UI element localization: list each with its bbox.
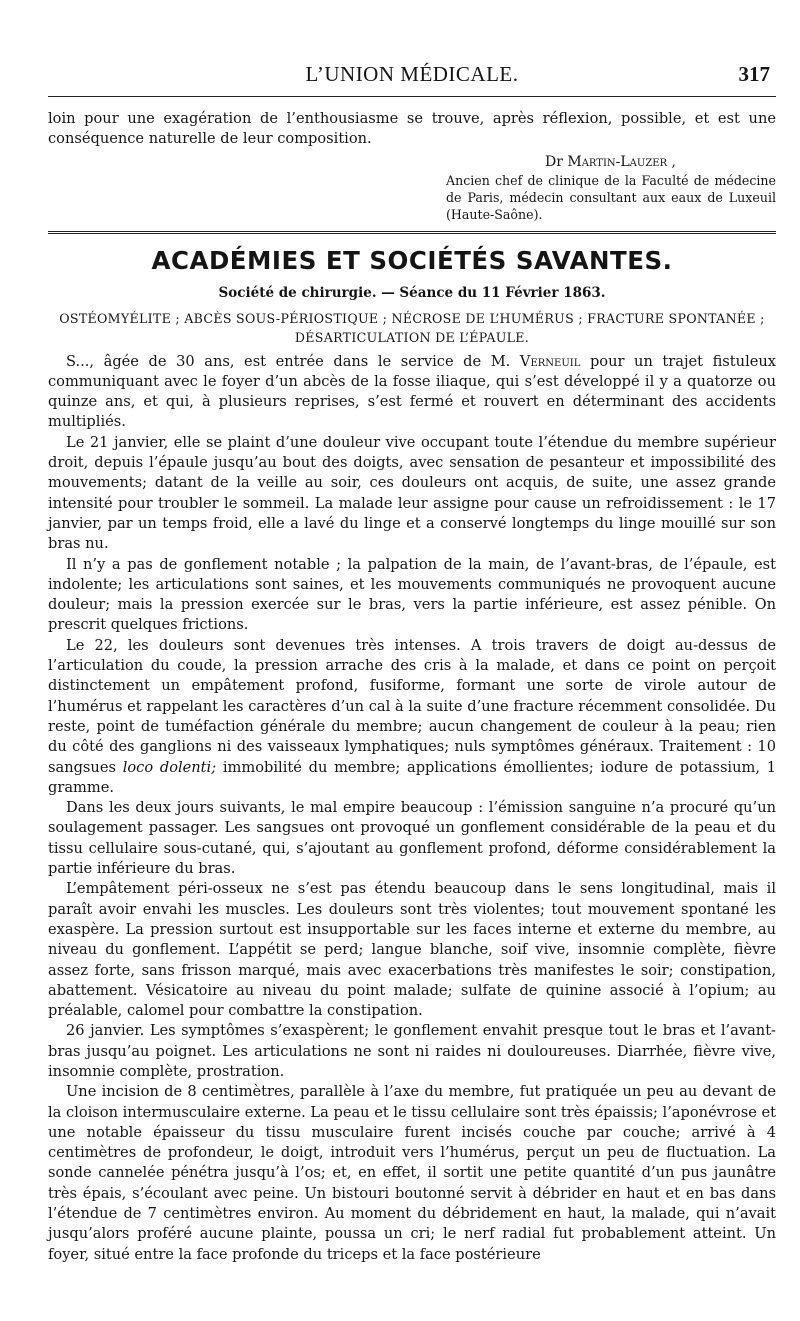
- article-paragraph-8: Une incision de 8 centimètres, parallèle à l’axe du membre, fut pratiquée un peu au devant de la cloison intermusculaire externe. La peau et le tissu cellulaire sont très épaissis; l’aponévrose et une notable épaisseur du tissu musculaire furent incisés couche par couche; arrivé à 4 centimètres de profondeur, le doigt, introduit vers l’humérus, perçut un peu de fluctuation. La sonde cannelée pénétra jusqu’à l’os; et, en effet, il sortit une petite quantité d’un pus jaunâtre très épais, s’écoulant avec peine. Un bistouri boutonné servit à débrider en haut et en bas dans l’étendue de 7 centimètres environ. Au moment du débridement en haut, la malade, qui n’avait jusqu’alors proféré aucune plainte, poussa un cri; le nerf radial fut probablement atteint. Un foyer, situé entre la face profonde du triceps et la face postérieure: [48, 1083, 776, 1263]
- article-paragraph-7: 26 janvier. Les symptômes s’exaspèrent; le gonflement envahit presque tout le bras et l’avant-bras jusqu’au poignet. Les articulations ne sont ni raides ni douloureuses. Diarrhée, fièvre vive, insomnie complète, prostration.: [48, 1022, 776, 1080]
- signature-name: [48, 152, 776, 172]
- article-paragraph-4: [48, 636, 776, 798]
- article-paragraph-5: Dans les deux jours suivants, le mal empire beaucoup : l’émission sanguine n’a procuré qu’un soulagement passager. Les sangsues ont provoqué un gonflement considérable de la peau et du tissu cellulaire sous-cutané, qui, s’ajoutant au gonflement profond, déforme considérablement la partie inférieure du bras.: [48, 799, 776, 878]
- journal-title: L’UNION MÉDICALE.: [305, 62, 519, 86]
- case-title: OSTÉOMYÉLITE ; ABCÈS SOUS-PÉRIOSTIQUE ; NÉCROSE DE L’HUMÉRUS ; FRACTURE SPONTANÉE ; DÉSARTICULATION DE L’ÉPAULE.: [59, 310, 765, 345]
- p4-after: immobilité du membre; applications émollientes; iodure de potassium, 1 gramme.: [48, 758, 777, 796]
- p1-before: S..., âgée de 30 ans, est entrée dans le service de M.: [66, 352, 511, 370]
- p4-italic: loco dolenti;: [122, 758, 217, 776]
- section-title: ACADÉMIES ET SOCIÉTÉS SAVANTES.: [151, 245, 673, 275]
- intro-block: [48, 109, 776, 150]
- signature-name-prefix: Dr: [544, 153, 563, 170]
- section-rule: [48, 231, 776, 234]
- p4-before: Le 22, les douleurs sont devenues très intenses. A trois travers de doigt au-dessus de l’articulation du coude, la pression arrache des cris à la malade, et dans ce point on perçoit distinctement un empâtement profond, fusiforme, formant une sorte de virole autour de l’humérus et rappelant les caractères d’un cal à la suite d’une fracture récemment consolidée. Du reste, point de tuméfaction générale du membre; aucun changement de couleur à la peau; rien du côté des ganglions ni des vaisseaux lymphatiques; nuls symptômes généraux. Traitement : 10 sangsues: [48, 636, 776, 776]
- article-body: [48, 352, 776, 1265]
- article-paragraph-6: L’empâtement péri-osseux ne s’est pas étendu beaucoup dans le sens longitudinal, mais il paraît avoir envahi les muscles. Les douleurs sont très violentes; tout mouvement spontané les exaspère. La pression surtout est insupportable sur les faces interne et externe du membre, au niveau du gonflement. L’appétit se perd; langue blanche, soif vive, insomnie complète, fièvre assez forte, sans frisson marqué, mais avec exacerbations très manifestes le soir; constipation, abattement. Vésicatoire au niveau du point malade; sulfate de quinine associé à l’opium; au préalable, calomel pour combattre la constipation.: [48, 880, 776, 1020]
- signature-description: Ancien chef de clinique de la Faculté de médecine de Paris, médecin consultant aux eaux de Luxeuil (Haute-Saône).: [446, 172, 776, 222]
- signature-name-text: Martin-Lauzer ,: [567, 153, 676, 170]
- page-number: 317: [738, 62, 770, 86]
- p1-after: pour un trajet fistuleux communiquant avec le foyer d’un abcès de la fosse iliaque, qui s’est développé il y a quatorze ou quinze ans, et qui, à plusieurs reprises, s’est fermé et rouvert en déterminant des accidents multipliés.: [48, 352, 776, 431]
- article-paragraph-1: [48, 352, 776, 433]
- society-heading: Société de chirurgie. — Séance du 11 Février 1863.: [218, 284, 606, 301]
- header-rule: [48, 96, 776, 97]
- intro-paragraph: loin pour une exagération de l’enthousiasme se trouve, après réflexion, possible, et est une conséquence naturelle de leur composition.: [48, 110, 776, 148]
- article-paragraph-3: Il n’y a pas de gonflement notable ; la palpation de la main, de l’avant-bras, de l’épaule, est indolente; les articulations sont saines, et les mouvements communiqués ne provoquent aucune douleur; mais la pression exercée sur le bras, vers la partie inférieure, est assez pénible. On prescrit quelques frictions.: [48, 555, 776, 634]
- running-head: [48, 62, 776, 96]
- p1-surgeon-name: Verneuil: [519, 352, 581, 370]
- article-paragraph-2: Le 21 janvier, elle se plaint d’une douleur vive occupant toute l’étendue du membre supérieur droit, depuis l’épaule jusqu’au bout des doigts, avec sensation de pesanteur et impossibilité des mouvements; datant de la veille au soir, ces douleurs ont acquis, de suite, une assez grande intensité pour troubler le sommeil. La malade leur assigne pour cause un refroidissement : le 17 janvier, par un temps froid, elle a lavé du linge et a conservé longtemps du linge mouillé sur son bras nu.: [48, 433, 776, 553]
- signature-block: [48, 152, 776, 223]
